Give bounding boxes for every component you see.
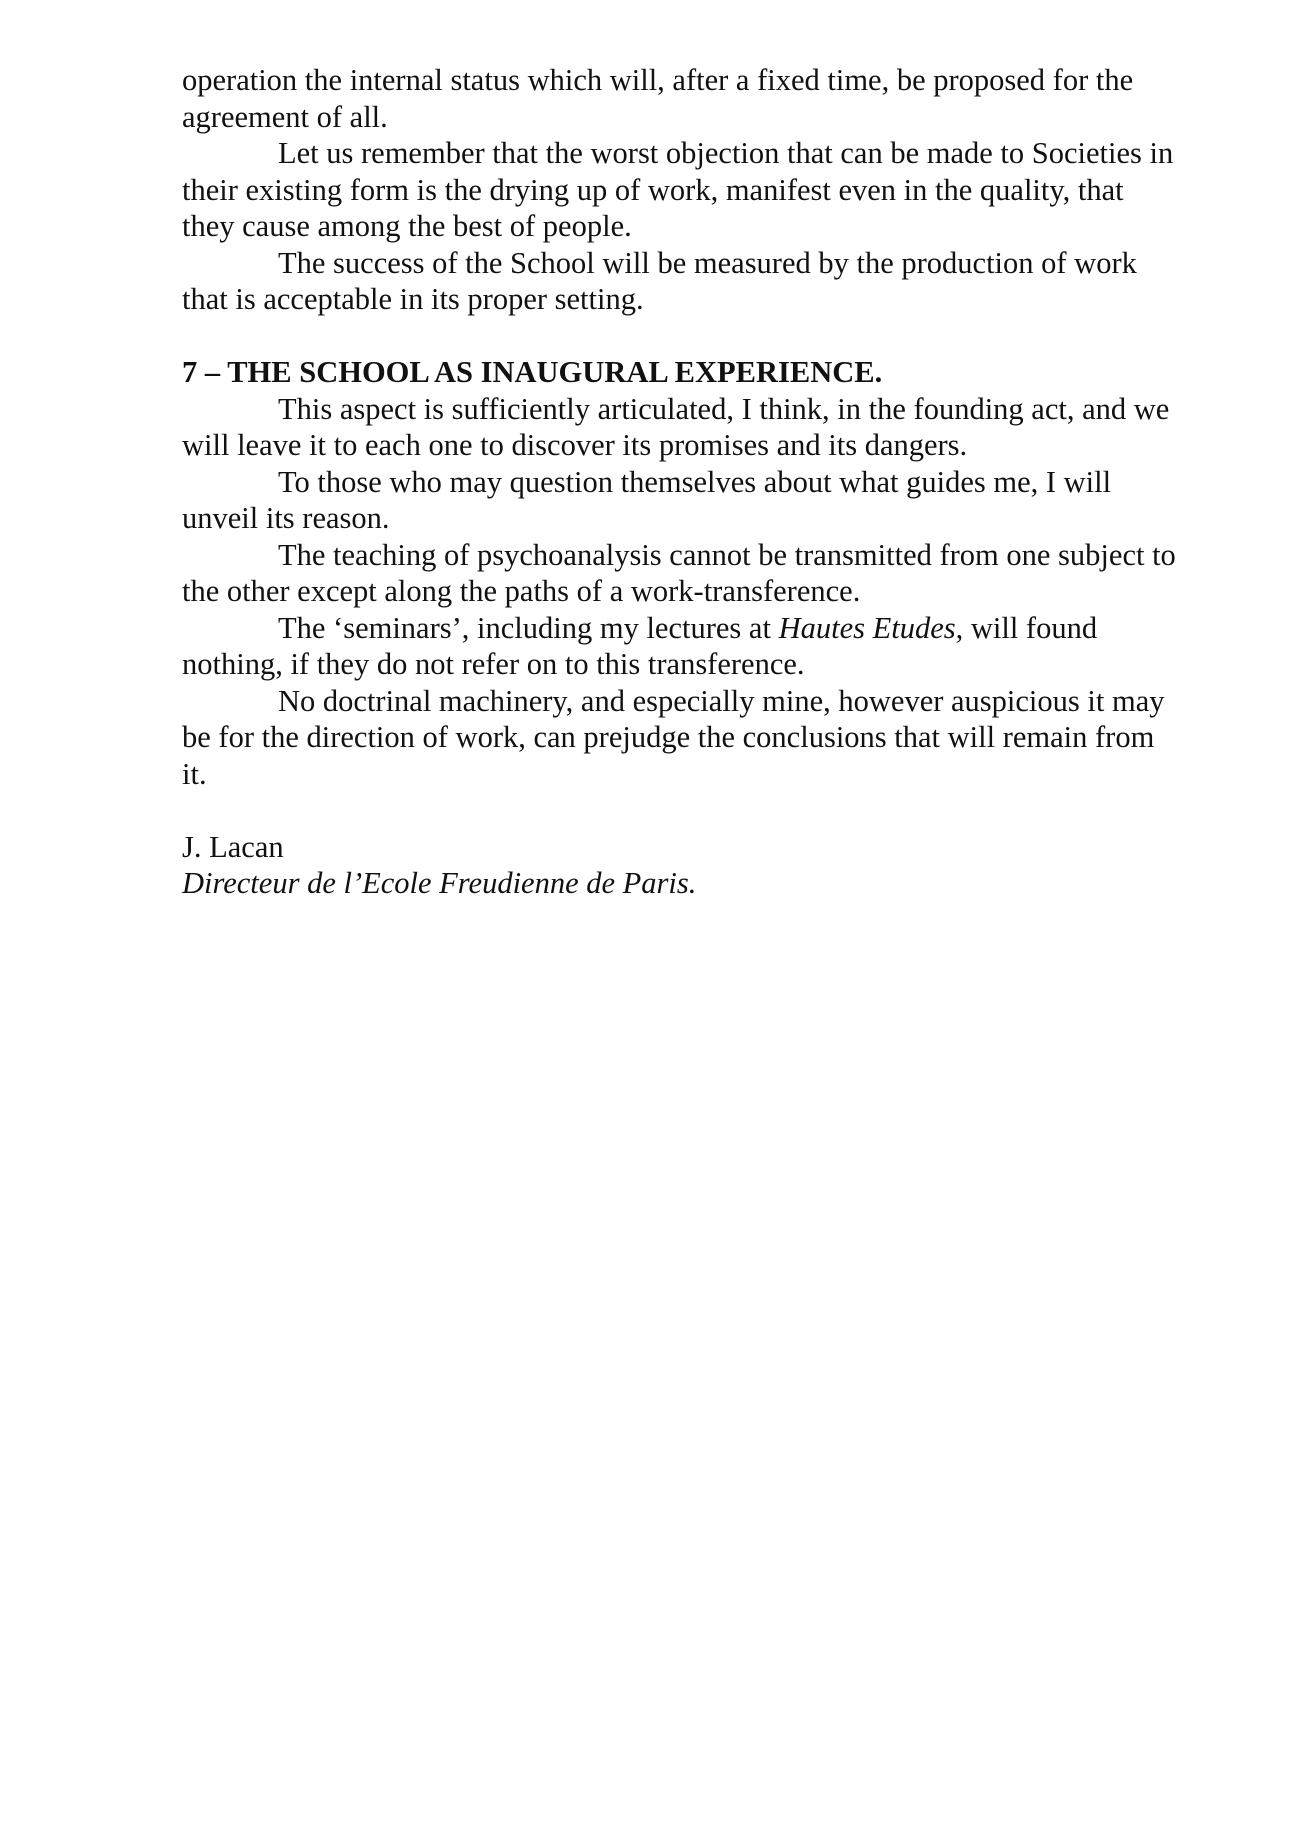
section-heading: 7 – THE SCHOOL AS INAUGURAL EXPERIENCE.	[182, 355, 883, 389]
paragraph-gap	[182, 792, 1182, 829]
paragraph-success: The success of the School will be measured by the production of work that is acceptable in its proper setting.	[182, 245, 1137, 316]
paragraph-aspect: This aspect is sufficiently articulated, I think, in the founding act, and we will leave it to each one to discover its promises and its dangers.	[182, 391, 1170, 462]
paragraph-gap	[182, 318, 1182, 355]
seminars-text-before: The ‘seminars’, including my lectures at	[278, 610, 779, 645]
signature-title	[182, 865, 1182, 902]
paragraph-teaching: The teaching of psychoanalysis cannot be transmitted from one subject to the other except along the paths of a work-transference.	[182, 537, 1176, 608]
signature-name: J. Lacan	[182, 829, 284, 864]
paragraph-seminars	[182, 610, 1182, 683]
paragraph-question: To those who may question themselves about what guides me, I will unveil its reason.	[182, 464, 1112, 535]
signature-title-text: Directeur de l’Ecole Freudienne de Paris.	[182, 866, 697, 900]
seminars-text-after: , will found nothing, if they do not refer on to this transference.	[182, 610, 1098, 681]
paragraph-doctrinal: No doctrinal machinery, and especially mine, however auspicious it may be for the direction of work, can prejudge the conclusions that will remain from it.	[182, 683, 1165, 791]
seminars-italic-title: Hautes Etudes	[778, 610, 956, 645]
paragraph-remember: Let us remember that the worst objection that can be made to Societies in their existing form is the drying up of work, manifest even in the quality, that they cause among the best of people.	[182, 136, 1174, 243]
paragraph-continuation: operation the internal status which will, after a fixed time, be proposed for the agreement of all.	[182, 63, 1134, 134]
document-page	[182, 62, 1182, 902]
